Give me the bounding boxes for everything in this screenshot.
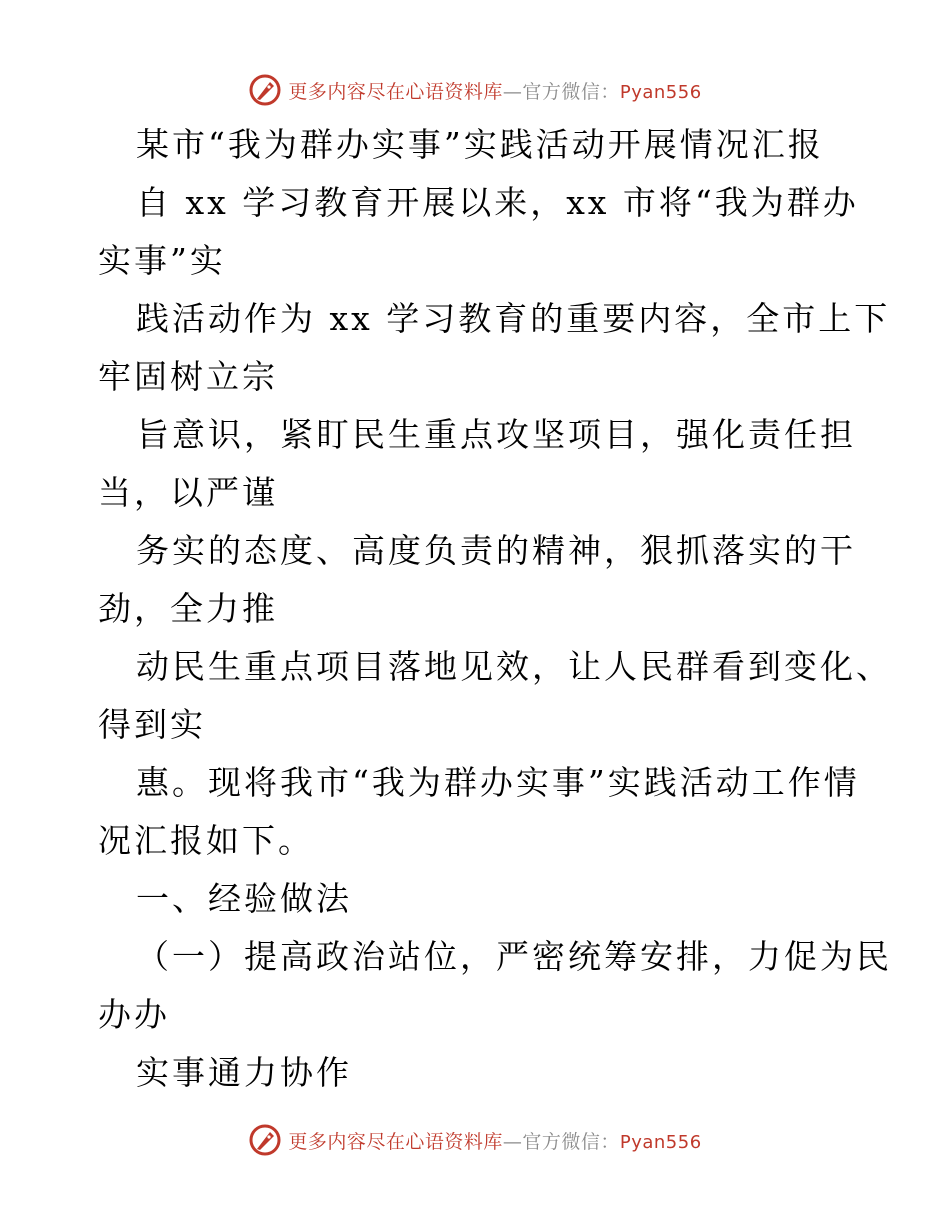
watermark-separator: — [502, 1130, 523, 1153]
paragraph-line: 践活动作为 xx 学习教育的重要内容，全市上下 [136, 299, 891, 338]
document-title: 某市“我为群办实事”实践活动开展情况汇报 [136, 125, 824, 164]
paragraph-line: 惠。现将我市“我为群办实事”实践活动工作情 [136, 763, 860, 802]
paragraph-line: 况汇报如下。 [98, 821, 314, 860]
watermark-main: 更多内容尽在心语资料库 [288, 80, 503, 103]
watermark-main: 更多内容尽在心语资料库 [288, 1130, 503, 1153]
watermark-wechat-label: 官方微信： [522, 80, 620, 103]
paragraph-line: 实事”实 [98, 241, 226, 280]
paragraph-line: 实事通力协作 [136, 1053, 352, 1092]
watermark-wechat-id: Pyan556 [619, 1131, 702, 1153]
pen-nib-circle-logo-icon [248, 73, 282, 107]
paragraph-line: 旨意识，紧盯民生重点攻坚项目，强化责任担 [136, 415, 856, 454]
paragraph-line: 劲，全力推 [98, 589, 278, 628]
watermark-wechat-id: Pyan556 [619, 81, 702, 103]
pen-nib-circle-logo-icon [248, 1123, 282, 1157]
footer-watermark [0, 1120, 950, 1160]
subsection-heading: （一）提高政治站位，严密统筹安排，力促为民 [136, 937, 892, 976]
watermark-text [288, 1127, 701, 1154]
paragraph-line: 务实的态度、高度负责的精神，狠抓落实的干 [136, 531, 856, 570]
watermark-text [288, 77, 701, 104]
section-heading: 一、经验做法 [136, 879, 352, 918]
paragraph-line: 动民生重点项目落地见效，让人民群看到变化、 [136, 647, 892, 686]
watermark-wechat-label: 官方微信： [522, 1130, 620, 1153]
header-watermark [0, 70, 950, 110]
paragraph-line: 得到实 [98, 705, 206, 744]
paragraph-line: 自 xx 学习教育开展以来，xx 市将“我为群办 [136, 183, 859, 222]
paragraph-line: 牢固树立宗 [98, 357, 278, 396]
watermark-separator: — [502, 80, 523, 103]
paragraph-line: 当，以严谨 [98, 473, 278, 512]
document-body [98, 116, 892, 1102]
paragraph-line: 办办 [98, 995, 170, 1034]
